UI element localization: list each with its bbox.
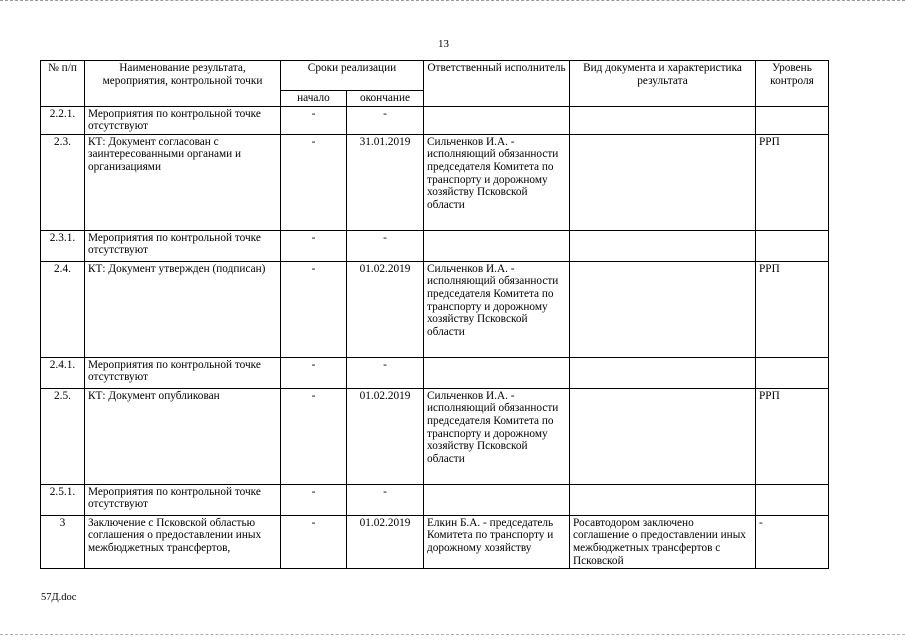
- cell-end: -: [347, 484, 424, 515]
- table-row: [41, 515, 829, 568]
- cell-end: -: [347, 106, 424, 134]
- cell-doc: [570, 357, 756, 388]
- table-row: [41, 357, 829, 388]
- cell-responsible: Сильченков И.А. - исполняющий обязанности председателя Комитета по транспорту и дорожному хозяйству Псковской области: [424, 261, 570, 357]
- cell-start: -: [281, 106, 347, 134]
- scan-edge-top: [0, 0, 905, 4]
- cell-doc: [570, 230, 756, 261]
- cell-name: КТ: Документ опубликован: [85, 388, 281, 484]
- cell-num: 2.2.1.: [41, 106, 85, 134]
- footer-filename: 57Д.doc: [41, 592, 77, 603]
- cell-end: 01.02.2019: [347, 261, 424, 357]
- header-end: окончание: [347, 91, 424, 107]
- plan-table: [40, 60, 829, 569]
- cell-end: -: [347, 357, 424, 388]
- cell-start: -: [281, 357, 347, 388]
- cell-responsible: [424, 106, 570, 134]
- cell-num: 2.4.: [41, 261, 85, 357]
- cell-end: 31.01.2019: [347, 134, 424, 230]
- cell-num: 2.3.1.: [41, 230, 85, 261]
- cell-name: Заключение с Псковской областью соглашения о предоставлении иных межбюджетных трансфертов,: [85, 515, 281, 568]
- cell-start: -: [281, 261, 347, 357]
- cell-level: РРП: [756, 388, 829, 484]
- cell-num: 2.5.1.: [41, 484, 85, 515]
- cell-num: 2.5.: [41, 388, 85, 484]
- cell-responsible: Елкин Б.А. - председатель Комитета по транспорту и дорожному хозяйству: [424, 515, 570, 568]
- header-doc-type: Вид документа и характеристика результата: [570, 61, 756, 107]
- cell-start: -: [281, 484, 347, 515]
- table-row: [41, 484, 829, 515]
- cell-responsible: Сильченков И.А. - исполняющий обязанности председателя Комитета по транспорту и дорожному хозяйству Псковской области: [424, 134, 570, 230]
- cell-responsible: [424, 230, 570, 261]
- cell-level: РРП: [756, 134, 829, 230]
- cell-doc: Росавтодором заключено соглашение о предоставлении иных межбюджетных трансфертов с Псковской: [570, 515, 756, 568]
- header-terms: Сроки реализации: [281, 61, 424, 91]
- cell-doc: [570, 106, 756, 134]
- header-name: Наименование результата, мероприятия, контрольной точки: [85, 61, 281, 107]
- table-row: [41, 134, 829, 230]
- page-number: 13: [438, 38, 449, 50]
- cell-end: 01.02.2019: [347, 515, 424, 568]
- cell-name: КТ: Документ утвержден (подписан): [85, 261, 281, 357]
- cell-name: Мероприятия по контрольной точке отсутствуют: [85, 357, 281, 388]
- cell-doc: [570, 388, 756, 484]
- cell-name: КТ: Документ согласован с заинтересованными органами и организациями: [85, 134, 281, 230]
- cell-responsible: [424, 484, 570, 515]
- cell-name: Мероприятия по контрольной точке отсутствуют: [85, 230, 281, 261]
- header-level: Уровень контроля: [756, 61, 829, 107]
- cell-level: -: [756, 515, 829, 568]
- cell-start: -: [281, 134, 347, 230]
- cell-doc: [570, 484, 756, 515]
- cell-end: -: [347, 230, 424, 261]
- cell-num: 3: [41, 515, 85, 568]
- table-row: [41, 230, 829, 261]
- cell-end: 01.02.2019: [347, 388, 424, 484]
- cell-responsible: [424, 357, 570, 388]
- cell-responsible: Сильченков И.А. - исполняющий обязанности председателя Комитета по транспорту и дорожному хозяйству Псковской области: [424, 388, 570, 484]
- cell-level: [756, 357, 829, 388]
- cell-start: -: [281, 230, 347, 261]
- table-row: [41, 388, 829, 484]
- table-row: [41, 106, 829, 134]
- cell-level: РРП: [756, 261, 829, 357]
- cell-doc: [570, 261, 756, 357]
- header-start: начало: [281, 91, 347, 107]
- table-row: [41, 261, 829, 357]
- scan-edge-bottom: [0, 634, 905, 637]
- cell-name: Мероприятия по контрольной точке отсутствуют: [85, 106, 281, 134]
- cell-start: -: [281, 388, 347, 484]
- cell-level: [756, 230, 829, 261]
- cell-level: [756, 106, 829, 134]
- cell-num: 2.4.1.: [41, 357, 85, 388]
- header-responsible: Ответственный исполнитель: [424, 61, 570, 107]
- cell-level: [756, 484, 829, 515]
- cell-num: 2.3.: [41, 134, 85, 230]
- cell-start: -: [281, 515, 347, 568]
- cell-name: Мероприятия по контрольной точке отсутствуют: [85, 484, 281, 515]
- header-num: № п/п: [41, 61, 85, 107]
- cell-doc: [570, 134, 756, 230]
